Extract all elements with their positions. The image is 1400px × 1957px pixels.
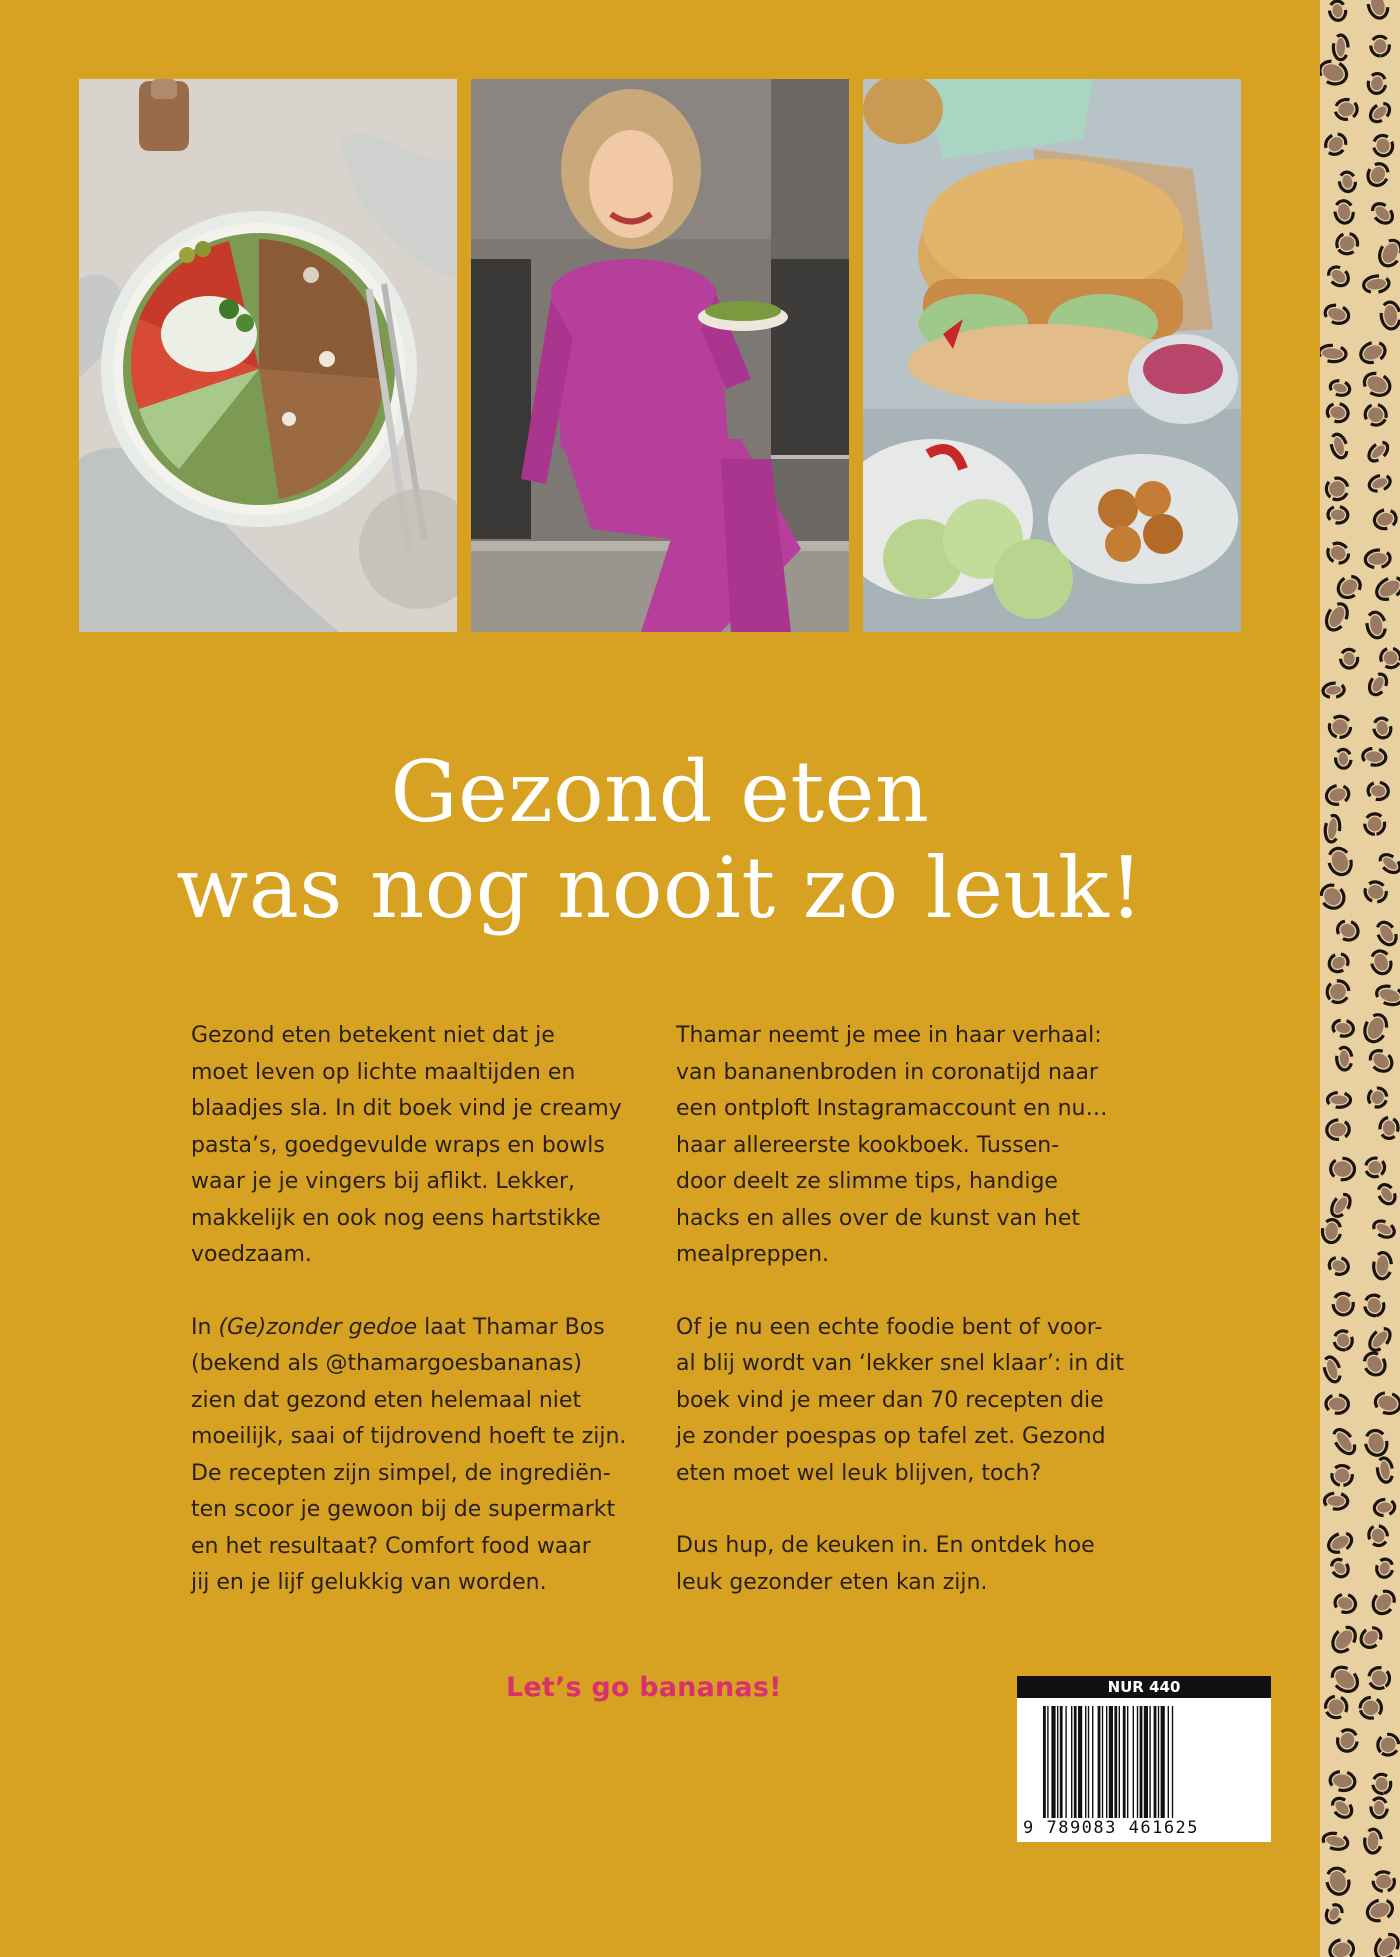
body-column-left xyxy=(191,1018,661,1638)
portrait-photo xyxy=(471,79,849,632)
barcode xyxy=(1017,1676,1271,1842)
body-paragraph: Dus hup, de keuken in. En ontdek hoe leuk gezonder eten kan zijn. xyxy=(676,1533,1095,1595)
body-paragraph: Gezond eten betekent niet dat je moet leven op lichte maaltijden en blaadjes sla. In dit boek vind je creamy pasta’s, goedgevulde wraps en bowls waar je je vingers bij aflikt. Lekker, makkelijk en ook nog eens hartstikke voedzaam. xyxy=(191,1023,622,1267)
leopard-print-edge xyxy=(1320,0,1400,1957)
barcode-bars xyxy=(1043,1706,1255,1818)
nur-code: NUR 440 xyxy=(1017,1676,1271,1698)
headline-line-2: was nog nooit zo leuk! xyxy=(176,839,1144,937)
body-paragraph xyxy=(191,1310,661,1602)
text-fragment: In xyxy=(191,1314,219,1340)
slogan: Let’s go bananas! xyxy=(506,1672,782,1703)
text-fragment: laat Thamar Bos (bekend als @thamargoesbananas) zien dat gezond eten helemaal niet moeilijk, saai of tijdrovend hoeft te zijn. De recepten zijn simpel, de ingrediën- ten scoor je gewoon bij de supermarkt en het resultaat? Comfort food waar jij en je lijf gelukkig van worden. xyxy=(191,1314,627,1595)
book-title: (Ge)zonder gedoe xyxy=(218,1314,418,1340)
body-paragraph: Thamar neemt je mee in haar verhaal: van bananenbroden in coronatijd naar een ontploft Instagramaccount en nu… haar allereerste kookboek. Tussen- door deelt ze slimme tips, handige hacks en alles over de kunst van het mealpreppen. xyxy=(676,1023,1108,1267)
salad-bowl-photo xyxy=(79,79,457,632)
body-column-right xyxy=(676,1018,1146,1637)
sandwich-photo xyxy=(863,79,1241,632)
body-paragraph: Of je nu een echte foodie bent of voor- al blij wordt van ‘lekker snel klaar’: in dit boek vind je meer dan 70 recepten die je zonder poespas op tafel zet. Gezond eten moet wel leuk blijven, toch? xyxy=(676,1314,1124,1486)
headline-line-1: Gezond eten xyxy=(390,743,930,841)
isbn-number: 9 789083 461625 xyxy=(1023,1818,1200,1838)
